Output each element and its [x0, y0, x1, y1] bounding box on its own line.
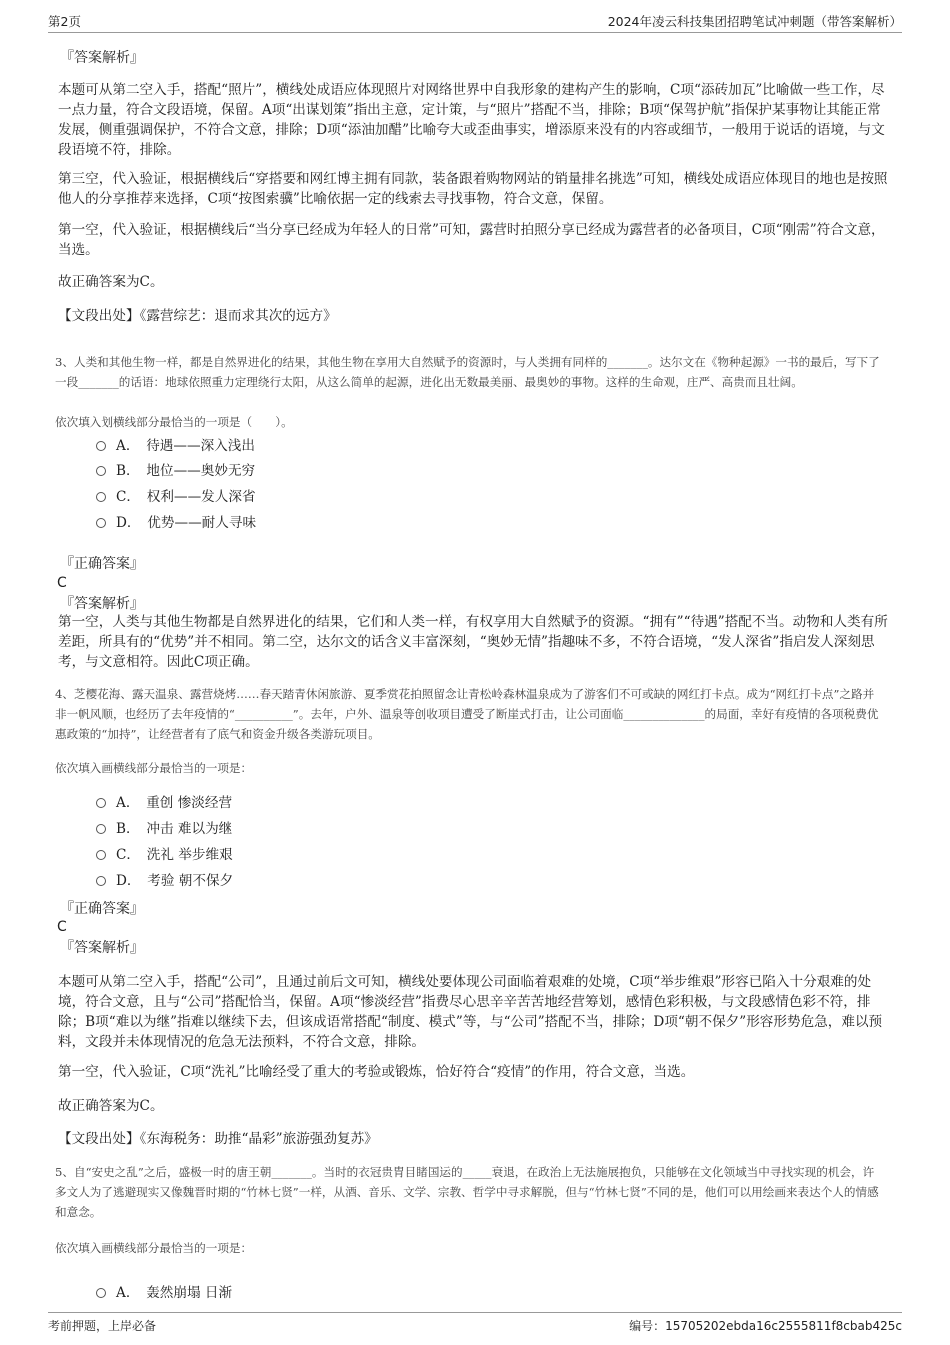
radio-icon[interactable] — [96, 824, 106, 834]
q3-correct-answer: C — [57, 575, 67, 591]
q2-analysis-p3: 第一空，代入验证，根据横线后“当分享已经成为年轻人的日常”可知，露营时拍照分享已经成为露营者的必备项目，C项“刚需”符合文意，当选。 — [58, 222, 885, 258]
q2-analysis-p2: 第三空，代入验证，根据横线后“穿搭要和网红博主拥有同款，装备跟着购物网站的销量排名挑选”可知，横线处成语应体现目的地也是按照他人的分享推荐来选择，C项“按图索骥”比喻依据一定的线索去寻找事物，符合文意，保留。 — [58, 171, 888, 207]
radio-icon[interactable] — [96, 876, 106, 886]
q4-stem: 4、芝樱花海、露天温泉、露营烧烤……春天踏青休闲旅游、夏季赏花拍照留念让青松岭森林温泉成为了游客们不可或缺的网红打卡点。成为“网红打卡点”之路并非一帆风顺，也经历了去年疫情的“__________”。去年，户外、温泉等创收项目遭受了断崖式打击，让公司面临______________的局面，幸好有疫情的各项税费优惠政策的“加持”，让经营者有了底气和资金升级各类游玩项目。 — [55, 687, 879, 741]
q2-conclusion: 故正确答案为C。 — [58, 274, 164, 290]
q4-option-b[interactable]: B． 冲击 难以为继 — [96, 819, 232, 839]
q2-analysis-label: 『答案解析』 — [60, 50, 144, 66]
q4-analysis-p1: 本题可从第二空入手，搭配“公司”，且通过前后文可知，横线处要体现公司面临着艰难的处境，C项“举步维艰”形容已陷入十分艰难的处境，符合文意，且与“公司”搭配恰当，保留。A项“惨淡经营”指费尽心思辛辛苦苦地经营筹划，感情色彩积极，与文段感情色彩不符，排除；B项“难以为继”指难以继续下去，但该成语常搭配“制度、模式”等，与“公司”搭配不当，排除；D项“朝不保夕”形容形势危急，难以预料，文段并未体现情况的危急无法预料，不符合文意，排除。 — [58, 974, 883, 1050]
document-title: 2024年凌云科技集团招聘笔试冲刺题（带答案解析） — [607, 14, 902, 29]
q4-analysis-p2: 第一空，代入验证，C项“洗礼”比喻经受了重大的考验或锻炼，恰好符合“疫情”的作用，符合文意，当选。 — [58, 1064, 695, 1080]
radio-icon[interactable] — [96, 850, 106, 860]
q3-option-d[interactable]: D． 优势——耐人寻味 — [96, 513, 256, 533]
q3-analysis-label: 『答案解析』 — [60, 596, 144, 612]
q3-option-a[interactable]: A． 待遇——深入浅出 — [96, 436, 255, 456]
document-code: 编号：15705202ebda16c2555811f8cbab425c — [629, 1319, 902, 1333]
q4-correct-label: 『正确答案』 — [60, 901, 144, 917]
q3-option-c[interactable]: C． 权利——发人深省 — [96, 487, 256, 507]
q5-stem: 5、自“安史之乱”之后，盛极一时的唐王朝_______。当时的衣冠贵胄目睹国运的_____衰退，在政治上无法施展抱负，只能够在文化领域当中寻找实现的机会，许多文人为了逃避现实又像魏晋时期的“竹林七贤”一样，从酒、音乐、文学、宗教、哲学中寻求解脱，但与“竹林七贤”不同的是，他们可以用绘画来表达个人的情感和意念。 — [55, 1165, 879, 1219]
page-footer — [48, 1312, 902, 1333]
q4-option-a[interactable]: A． 重创 惨淡经营 — [96, 793, 232, 813]
radio-icon[interactable] — [96, 441, 106, 451]
q4-prompt: 依次填入画横线部分最恰当的一项是： — [55, 761, 253, 775]
q4-correct-answer: C — [57, 919, 67, 935]
radio-icon[interactable] — [96, 1288, 106, 1298]
q4-analysis-label: 『答案解析』 — [60, 940, 144, 956]
radio-icon[interactable] — [96, 518, 106, 528]
footer-slogan: 考前押题，上岸必备 — [48, 1319, 157, 1333]
q3-option-b[interactable]: B． 地位——奥妙无穷 — [96, 461, 255, 481]
q2-source: 【文段出处】《露营综艺：退而求其次的远方》 — [58, 308, 337, 324]
radio-icon[interactable] — [96, 492, 106, 502]
q3-correct-label: 『正确答案』 — [60, 556, 144, 572]
radio-icon[interactable] — [96, 798, 106, 808]
q4-option-d[interactable]: D． 考验 朝不保夕 — [96, 871, 233, 891]
page-number: 第2页 — [48, 14, 81, 29]
q5-option-a[interactable]: A． 轰然崩塌 日渐 — [96, 1283, 232, 1303]
page-header — [48, 12, 902, 33]
q2-analysis-p1: 本题可从第二空入手，搭配“照片”，横线处成语应体现照片对网络世界中自我形象的建构产生的影响，C项“添砖加瓦”比喻做一些工作，尽一点力量，符合文段语境，保留。A项“出谋划策”指出主意，定计策，与“照片”搭配不当，排除；B项“保驾护航”指保护某事物让其能正常发展，侧重强调保护，不符合文意，排除；D项“添油加醋”比喻夸大或歪曲事实，增添原来没有的内容或细节，一般用于说话的语境，与文段语境不符，排除。 — [58, 82, 885, 158]
q3-analysis: 第一空，人类与其他生物都是自然界进化的结果，它们和人类一样，有权享用大自然赋予的资源。“拥有”“待遇”搭配不当。动物和人类有所差距，所具有的“优势”并不相同。第二空，达尔文的话含义丰富深刻，“奥妙无情”指趣味不多，不符合语境，“发人深省”指启发人深刻思考，与文意相符。因此C项正确。 — [58, 614, 888, 670]
q3-prompt: 依次填入划横线部分最恰当的一项是（ ）。 — [55, 415, 293, 429]
q4-option-c[interactable]: C． 洗礼 举步维艰 — [96, 845, 233, 865]
q4-conclusion: 故正确答案为C。 — [58, 1098, 164, 1114]
q5-prompt: 依次填入画横线部分最恰当的一项是： — [55, 1241, 253, 1255]
q4-source: 【文段出处】《东海税务：助推“晶彩”旅游强劲复苏》 — [58, 1131, 378, 1147]
q3-stem: 3、人类和其他生物一样，都是自然界进化的结果，其他生物在享用大自然赋予的资源时，与人类拥有同样的_______。达尔文在《物种起源》一书的最后，写下了一段_______的话语：地球依照重力定理绕行太阳，从这么简单的起源，进化出无数最美丽、最奥妙的事物。这样的生命观，庄严、高贵而且壮阔。 — [55, 355, 880, 389]
radio-icon[interactable] — [96, 466, 106, 476]
